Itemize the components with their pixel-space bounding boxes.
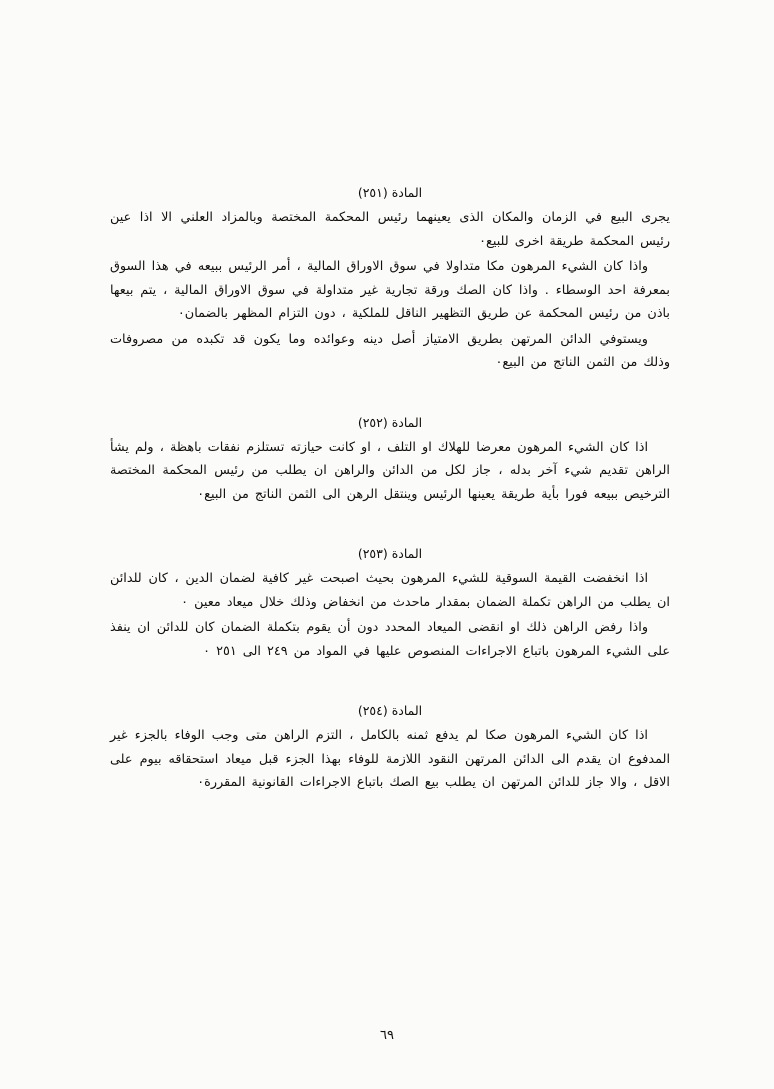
article-paragraph: ويستوفي الدائن المرتهن بطريق الامتياز أصل دينه وعوائده وما يكون قد تكبده من مصروفات وذلك من الثمن الناتج من البيع٠ — [110, 331, 670, 370]
section-spacer — [110, 532, 670, 546]
article-heading: المادة (٢٥١) — [357, 185, 423, 200]
article-paragraph: واذا كان الشيء المرهون مكا متداولا في سوق الاوراق المالية ، أمر الرئيس ببيعه في هذا السوق بمعرفة احد الوسطاء . واذا كان الصك ورقة تجارية غير متداولة في سوق الاوراق المالية ، يتم بيعها باذن من رئيس المحكمة عن طريق التظهير الناقل للملكية ، دون التزام المظهر بالضمان٠ — [110, 259, 670, 321]
article-heading: المادة (٢٥٣) — [357, 546, 423, 561]
article-254 — [110, 703, 670, 795]
article-252 — [110, 415, 670, 507]
section-spacer — [110, 689, 670, 703]
article-251 — [110, 185, 670, 375]
article-paragraph: يجرى البيع في الزمان والمكان الذى يعينهما رئيس المحكمة المختصة وبالمزاد العلني الا اذا عين رئيس المحكمة طريقة اخرى للبيع٠ — [110, 210, 670, 249]
article-253 — [110, 546, 670, 663]
section-spacer — [110, 401, 670, 415]
article-paragraph: اذا انخفضت القيمة السوقية للشيء المرهون بحيث اصبحت غير كافية لضمان الدين ، كان للدائن ان يطلب من الراهن تكملة الضمان بمقدار ماحدث من انخفاض وذلك خلال ميعاد معين ٠ — [110, 571, 670, 610]
article-paragraph: اذا كان الشيء المرهون صكا لم يدفع ثمنه بالكامل ، التزم الراهن متى وجب الوفاء بالجزء غير المدفوع ان يقدم الى الدائن المرتهن النقود اللازمة للوفاء بهذا الجزء قبل ميعاد استحقاقه بيوم على الاقل ، والا جاز للدائن المرتهن ان يطلب بيع الصك باتباع الاجراءات القانونية المقررة٠ — [110, 728, 670, 790]
document-body — [110, 185, 670, 821]
article-paragraph: واذا رفض الراهن ذلك او انقضى الميعاد المحدد دون أن يقوم بتكملة الضمان كان للدائن ان ينفذ على الشيء المرهون باتباع الاجراءات المنصوص عليها في المواد من ٢٤٩ الى ٢٥١ ٠ — [110, 620, 670, 659]
article-heading: المادة (٢٥٤) — [357, 703, 423, 718]
page-number: ٦٩ — [380, 1028, 394, 1043]
article-heading: المادة (٢٥٢) — [357, 414, 423, 430]
article-paragraph: اذا كان الشيء المرهون معرضا للهلاك او التلف ، او كانت حيازته تستلزم نفقات باهظة ، ولم يشأ الراهن تقديم شيء آخر بدله ، جاز لكل من الدائن والراهن ان يطلب من رئيس المحكمة المختصة الترخيص ببيعه فورا بأية طريقة يعينها الرئيس وينتقل الرهن الى الثمن الناتج من البيع٠ — [110, 439, 670, 502]
